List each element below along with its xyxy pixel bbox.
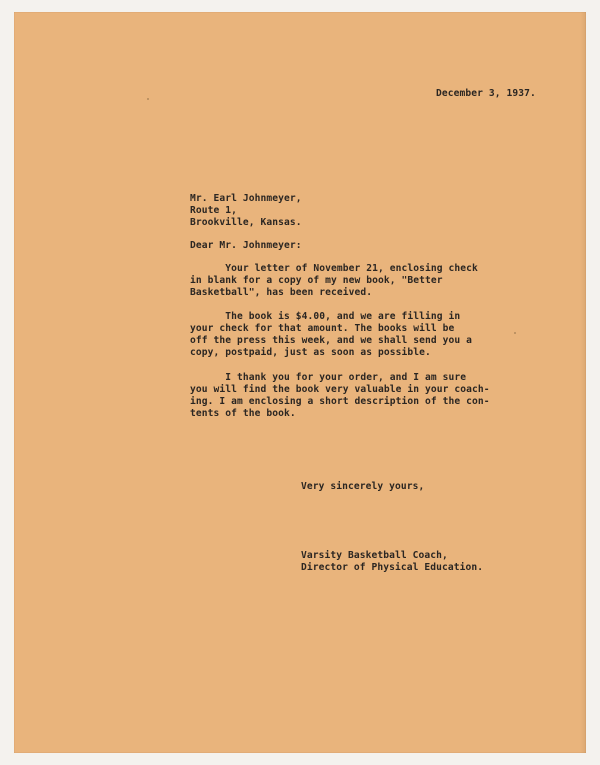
paragraph-2-line: copy, postpaid, just as soon as possible. [190,347,431,358]
paragraph-2-line: The book is $4.00, and we are filling in [190,311,461,322]
paper-speck [147,98,149,100]
signature-title: Director of Physical Education. [301,562,484,573]
letter-date: December 3, 1937. [436,88,536,99]
paragraph-2-line: your check for that amount. The books will be [190,323,455,334]
recipient-address-line: Route 1, [190,205,238,216]
paragraph-3-line: you will find the book very valuable in your coach- [190,384,490,395]
recipient-name: Mr. Earl Johnmeyer, [190,193,302,204]
recipient-city: Brookville, Kansas. [190,217,302,228]
paragraph-1-line: Basketball", has been received. [190,287,373,298]
paper-speck [514,332,516,334]
paragraph-3-line: I thank you for your order, and I am sure [190,372,467,383]
signature-title: Varsity Basketball Coach, [301,550,448,561]
paragraph-3-line: ing. I am enclosing a short description of the con- [190,396,490,407]
salutation: Dear Mr. Johnmeyer: [190,240,302,251]
complimentary-closing: Very sincerely yours, [301,481,425,492]
paragraph-3-line: tents of the book. [190,408,296,419]
paragraph-2-line: off the press this week, and we shall send you a [190,335,473,346]
paragraph-1-line: in blank for a copy of my new book, "Better [190,275,443,286]
paragraph-1-line: Your letter of November 21, enclosing check [190,263,478,274]
